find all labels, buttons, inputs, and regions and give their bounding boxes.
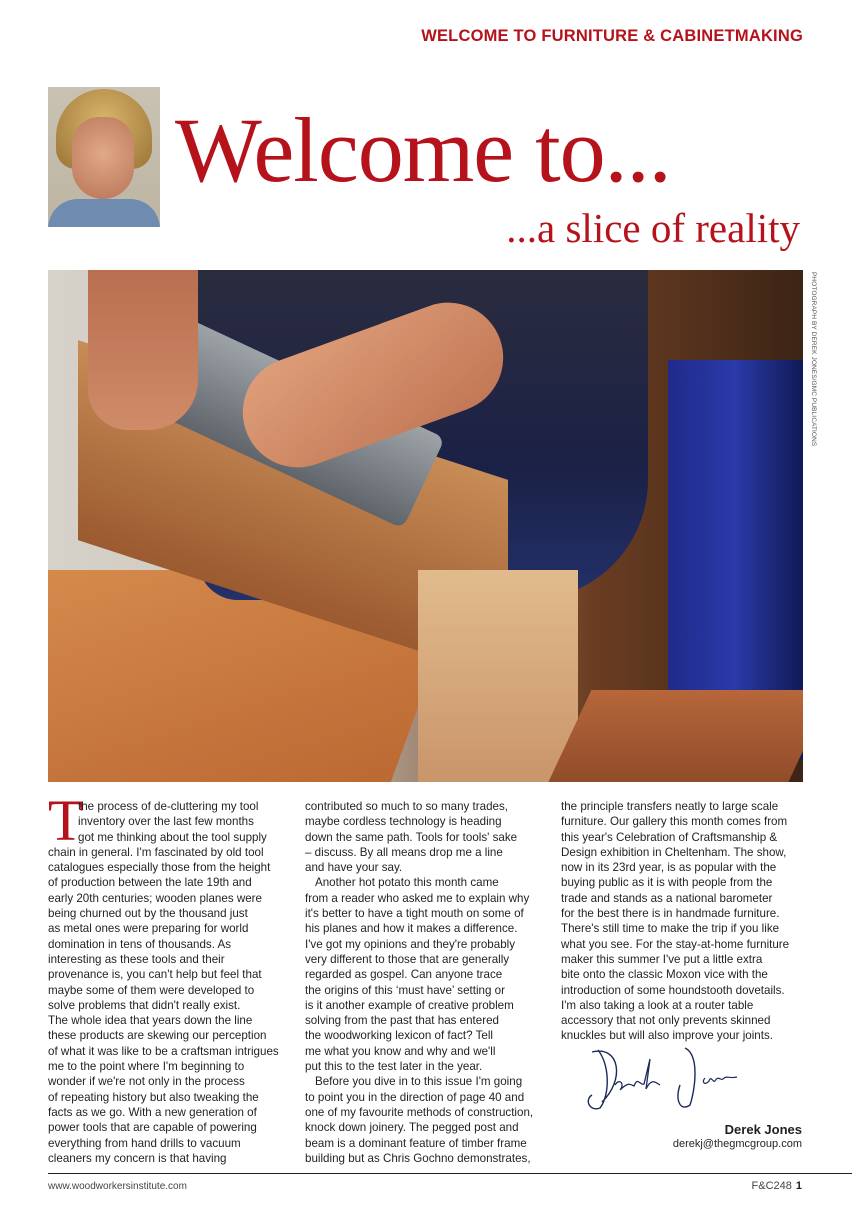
article-line: furniture. Our gallery this month comes from <box>561 815 788 829</box>
article-line: The whole idea that years down the line <box>48 1014 253 1028</box>
article-line: this year's Celebration of Craftsmanship & <box>561 830 778 844</box>
article-line: power tools that are capable of powering <box>48 1121 257 1135</box>
article-line: and have your say. <box>305 861 403 875</box>
issue-number: F&C248 <box>751 1180 792 1192</box>
footer-issue <box>752 1180 802 1192</box>
article-line: from a reader who asked me to explain why <box>305 891 530 905</box>
article-line: solving from the past that has entered <box>305 1014 499 1028</box>
article-line: knuckles but will also improve your joints. <box>561 1029 773 1043</box>
article-line: got me thinking about the tool supply <box>78 830 267 844</box>
article-line: what you see. For the stay-at-home furniture <box>561 937 790 951</box>
article-line: beam is a dominant feature of timber frame <box>305 1136 527 1150</box>
article-column-1 <box>48 788 293 1166</box>
article-line: maybe cordless technology is heading <box>305 815 502 829</box>
article-line: the origins of this ‘must have’ setting or <box>305 983 505 997</box>
article-line: it's better to have a tight mouth on some of <box>305 907 524 921</box>
article-line: now in its 23rd year, is as popular with the <box>561 861 777 875</box>
article-column-3 <box>561 799 806 1044</box>
article-line: facts as we go. With a new generation of <box>48 1105 257 1119</box>
hero-photo-hand-plane <box>48 270 803 782</box>
article-line: bite onto the classic Moxon vice with the <box>561 968 768 982</box>
article-line: introduction of some houndstooth dovetails. <box>561 983 785 997</box>
author-name: Derek Jones <box>724 1122 802 1137</box>
article-line: interesting as these tools and their <box>48 952 225 966</box>
article-line: chain in general. I'm fascinated by old tool <box>48 845 264 859</box>
article-line: – discuss. By all means drop me a line <box>305 845 503 859</box>
article-line: is it another example of creative problem <box>305 998 514 1012</box>
section-kicker: WELCOME TO FURNITURE & CABINETMAKING <box>421 27 803 45</box>
author-portrait <box>48 87 160 227</box>
article-line: inventory over the last few months <box>78 815 254 829</box>
photo-credit: PHOTOGRAPH BY DEREK JONES/GMC PUBLICATIONS <box>810 272 817 447</box>
article-line: building but as Chris Gochno demonstrates, <box>305 1151 531 1165</box>
article-line: solve problems that didn't really exist. <box>48 998 241 1012</box>
article-line: regarded as gospel. Can anyone trace <box>305 968 503 982</box>
article-line: everything from hand drills to vacuum <box>48 1136 241 1150</box>
article-line: catalogues especially those from the height <box>48 861 271 875</box>
article-line: being churned out by the thousand just <box>48 907 248 921</box>
signature <box>580 1040 760 1115</box>
article-line: provenance is, you can't help but feel that <box>48 968 262 982</box>
article-line: Another hot potato this month came <box>315 876 499 890</box>
article-line: put this to the test later in the year. <box>305 1060 483 1074</box>
article-line: Before you dive in to this issue I'm going <box>315 1075 523 1089</box>
article-line: maybe some of them were developed to <box>48 983 255 997</box>
page-number: 1 <box>795 1180 802 1192</box>
article-line: Design exhibition in Cheltenham. The show, <box>561 845 787 859</box>
article-line: of what it was like to be a craftsman intrigues <box>48 1044 279 1058</box>
article-line: to point you in the direction of page 40 and <box>305 1090 525 1104</box>
article-line: early 20th centuries; wooden planes were <box>48 891 262 905</box>
article-line: one of my favourite methods of construction, <box>305 1105 534 1119</box>
article-line: for the best there is in handmade furniture. <box>561 907 780 921</box>
article-line: of production between the late 19th and <box>48 876 252 890</box>
article-line: I'm also taking a look at a router table <box>561 998 754 1012</box>
footer-url[interactable]: www.woodworkersinstitute.com <box>48 1181 187 1192</box>
article-line: contributed so much to so many trades, <box>305 800 508 813</box>
article-line: his planes and how it makes a difference. <box>305 922 518 936</box>
article-line: these products are skewing our perception <box>48 1029 267 1043</box>
article-line: knock down joinery. The pegged post and <box>305 1121 519 1135</box>
article-line: me what you know and why and we'll <box>305 1044 496 1058</box>
article-line: the woodworking lexicon of fact? Tell <box>305 1029 493 1043</box>
article-line: the principle transfers neatly to large scale <box>561 800 779 813</box>
page-title: Welcome to... <box>175 99 671 201</box>
article-line: me to the point where I'm beginning to <box>48 1060 245 1074</box>
article-line: as metal ones were preparing for world <box>48 922 249 936</box>
article-line: domination in tens of thousands. As <box>48 937 232 951</box>
page-subtitle: ...a slice of reality <box>506 205 800 251</box>
article-line: I've got my opinions and they're probably <box>305 937 516 951</box>
article-line: trade and stands as a national barometer <box>561 891 773 905</box>
article-line: cleaners my concern is that having <box>48 1151 227 1165</box>
article-line: wonder if we're not only in the process <box>48 1075 245 1089</box>
article-line: down the same path. Tools for tools' sake <box>305 830 518 844</box>
footer-rule <box>48 1173 852 1174</box>
article-line: accessory that not only prevents skinned <box>561 1014 771 1028</box>
article-line: buying public as it is with people from the <box>561 876 773 890</box>
article-line: maker this summer I've put a little extra <box>561 952 763 966</box>
article-line: of repeating history but also tweaking the <box>48 1090 259 1104</box>
author-email[interactable]: derekj@thegmcgroup.com <box>672 1138 802 1150</box>
drop-cap: T <box>48 788 84 853</box>
article-line: the process of de-cluttering my tool <box>78 800 259 813</box>
article-line: There's still time to make the trip if you like <box>561 922 780 936</box>
article-column-2 <box>305 799 550 1166</box>
article-line: very different to those that are generally <box>305 952 510 966</box>
